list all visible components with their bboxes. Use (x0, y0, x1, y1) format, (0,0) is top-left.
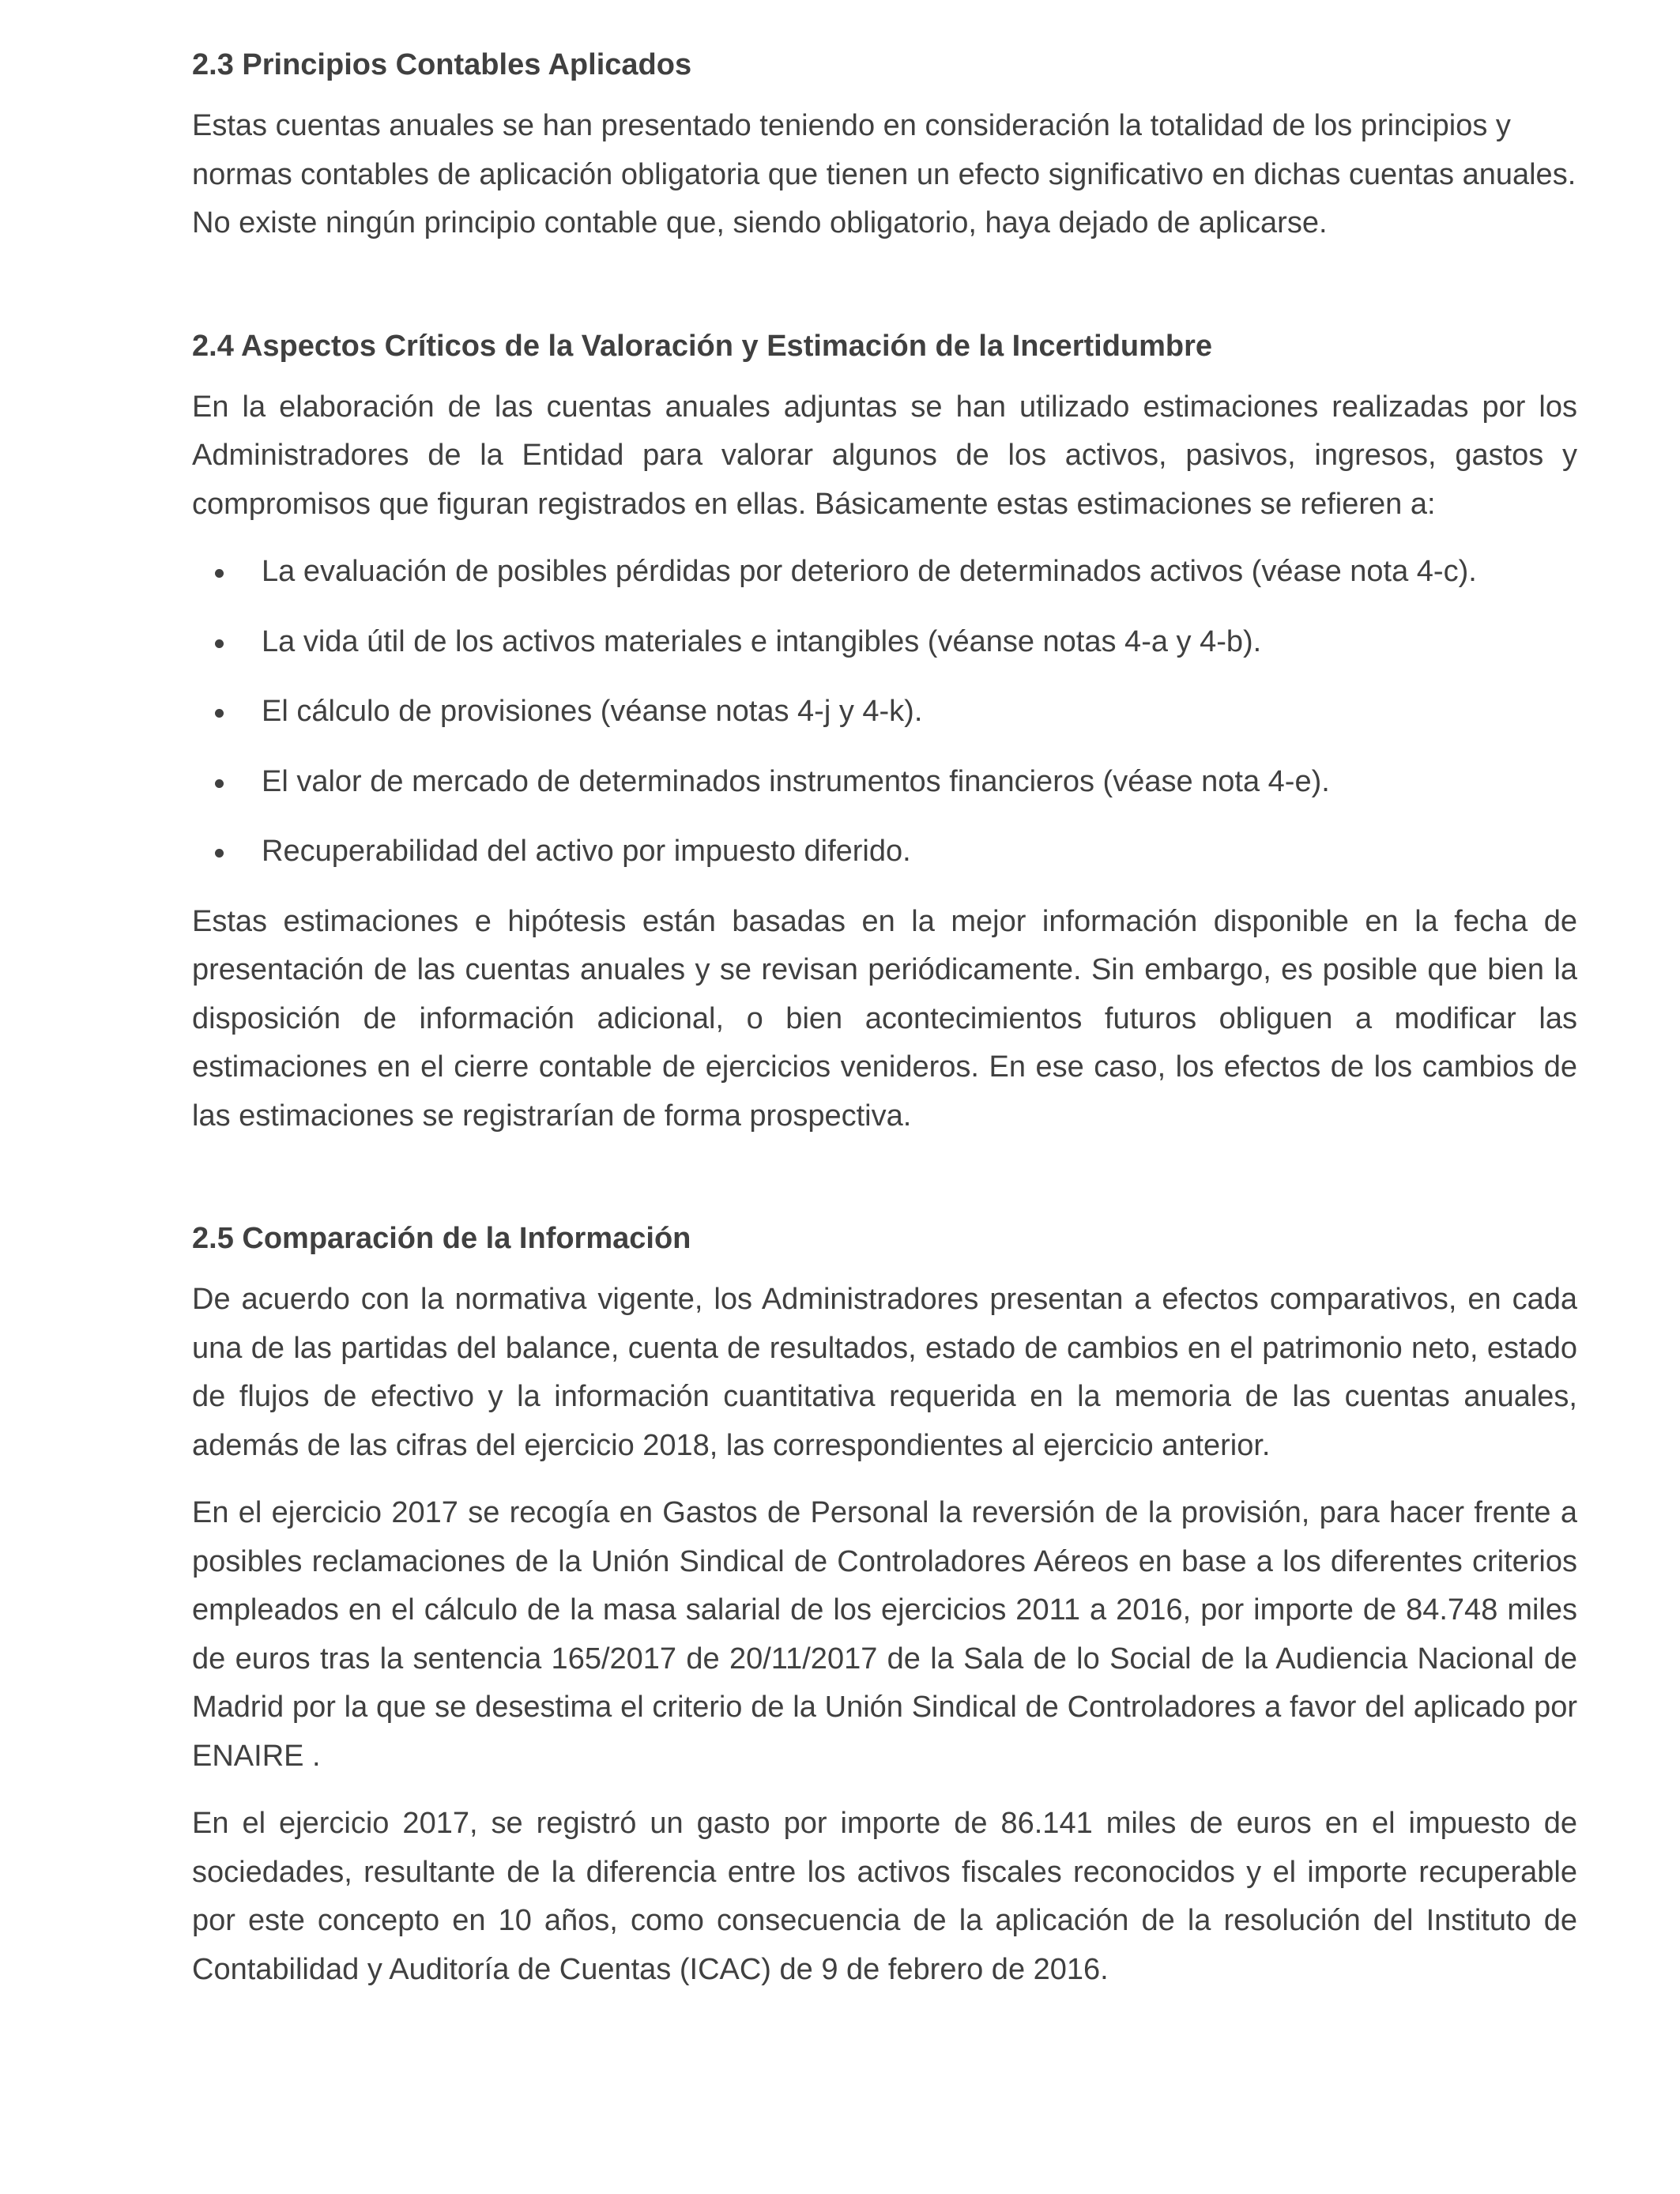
paragraph: De acuerdo con la normativa vigente, los Administradores presentan a efectos comparativos, en cada una de las partidas del balance, cuenta de resultados, estado de cambios en el patrimonio neto, estado de flujos de efectivo y la información cuantitativa requerida en la memoria de las cuentas anuales, además de las cifras del ejercicio 2018, las correspondientes al ejercicio anterior. (192, 1283, 1577, 1462)
paragraph: En el ejercicio 2017 se recogía en Gastos de Personal la reversión de la provisión, para hacer frente a posibles reclamaciones de la Unión Sindical de Controladores Aéreos en base a los diferentes criterios empleados en el cálculo de la masa salarial de los ejercicios 2011 a 2016, por importe de 84.748 miles de euros tras la sentencia 165/2017 de 20/11/2017 de la Sala de lo Social de la Audiencia Nacional de Madrid por la que se desestima el criterio de la Unión Sindical de Controladores a favor del aplicado por ENAIRE . (192, 1496, 1577, 1773)
paragraph: Estas cuentas anuales se han presentado teniendo en consideración la totalidad de los principios y normas contables de aplicación obligatoria que tienen un efecto significativo en dichas cuentas anuales. No existe ningún principio contable que, siendo obligatorio, haya dejado de aplicarse. (192, 109, 1576, 239)
list-item-text: La vida útil de los activos materiales e intangibles (véanse notas 4-a y 4-b). (262, 624, 1262, 658)
section-heading: 2.5 Comparación de la Información (192, 1222, 691, 1255)
list-item-text: La evaluación de posibles pérdidas por deterioro de determinados activos (véase nota 4-c). (262, 555, 1477, 588)
bullet-list (192, 548, 1577, 876)
bullet-icon (215, 639, 224, 648)
bullet-icon (215, 779, 224, 788)
section-2-3 (192, 46, 1577, 248)
section-spacer (192, 267, 1577, 327)
bullet-icon (215, 569, 224, 578)
paragraph-closing: Estas estimaciones e hipótesis están basadas en la mejor información disponible en la fecha de presentación de las cuentas anuales y se revisan periódicamente. Sin embargo, es posible que bien la disposición de información adicional, o bien acontecimientos futuros obliguen a modificar las estimaciones en el cierre contable de ejercicios venideros. En ese caso, los efectos de los cambios de las estimaciones se registrarían de forma prospectiva. (192, 904, 1577, 1133)
section-2-4 (192, 327, 1577, 1141)
list-item-text: Recuperabilidad del activo por impuesto diferido. (262, 835, 911, 868)
section-spacer (192, 1159, 1577, 1220)
section-heading: 2.4 Aspectos Críticos de la Valoración y Estimación de la Incertidumbre (192, 329, 1213, 363)
bullet-icon (215, 849, 224, 858)
list-item (192, 758, 1577, 807)
list-item (192, 548, 1577, 597)
list-item (192, 827, 1577, 876)
bullet-icon (215, 709, 224, 718)
list-item-text: El cálculo de provisiones (véanse notas 4-j y 4-k). (262, 695, 923, 728)
section-heading: 2.3 Principios Contables Aplicados (192, 48, 692, 81)
list-item-text: El valor de mercado de determinados instrumentos financieros (véase nota 4-e). (262, 764, 1330, 798)
list-item (192, 688, 1577, 737)
paragraph: En el ejercicio 2017, se registró un gasto por importe de 86.141 miles de euros en el impuesto de sociedades, resultante de la diferencia entre los activos fiscales reconocidos y el importe recuperable por este concepto en 10 años, como consecuencia de la aplicación de la resolución del Instituto de Contabilidad y Auditoría de Cuentas (ICAC) de 9 de febrero de 2016. (192, 1807, 1577, 1986)
paragraph-intro: En la elaboración de las cuentas anuales adjuntas se han utilizado estimaciones realizadas por los Administradores de la Entidad para valorar algunos de los activos, pasivos, ingresos, gastos y compromisos que figuran registrados en ellas. Básicamente estas estimaciones se refieren a: (192, 390, 1577, 521)
document-page (192, 46, 1577, 2013)
list-item (192, 618, 1577, 667)
section-2-5 (192, 1220, 1577, 1994)
